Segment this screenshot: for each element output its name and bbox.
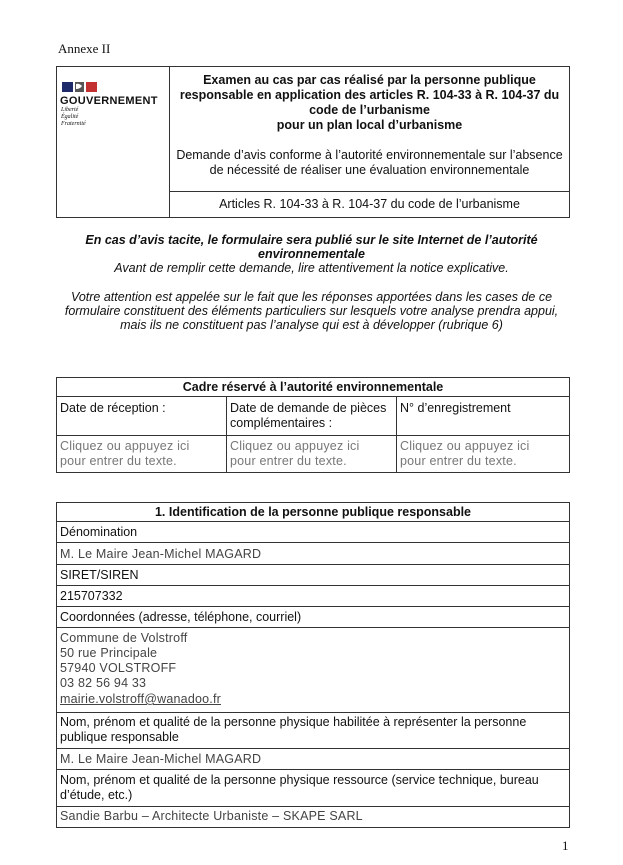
gov-motto-3: Fraternité (61, 121, 86, 127)
s1-divider-4 (56, 585, 570, 586)
section1-title: 1. Identification de la personne publique responsable (154, 505, 472, 519)
cadre-row-divider-1 (56, 396, 570, 397)
siret-label: SIRET/SIREN (60, 568, 139, 582)
s1-divider-8 (56, 748, 570, 749)
s1-divider-5 (56, 606, 570, 607)
ressource-label-1: Nom, prénom et qualité de la personne physique ressource (service technique, bureau (60, 773, 539, 787)
coordonnees-line-2[interactable]: 50 rue Principale (60, 646, 158, 660)
cadre-col1-label: Date de réception : (60, 401, 166, 415)
ressource-label-2: d’étude, etc.) (60, 788, 133, 802)
s1-divider-9 (56, 769, 570, 770)
s1-divider-7 (56, 712, 570, 713)
cadre-col2-placeholder-2[interactable]: pour entrer du texte. (230, 454, 347, 468)
coordonnees-label: Coordonnées (adresse, téléphone, courriel) (60, 610, 302, 624)
gov-motto-1: Liberté (61, 107, 79, 113)
coordonnees-email-link[interactable]: mairie.volstroff@wanadoo.fr (60, 692, 221, 706)
cadre-row-divider-2 (56, 435, 570, 436)
s1-divider-6 (56, 627, 570, 628)
header-title-line-1: Examen au cas par cas réalisé par la personne publique (203, 73, 536, 87)
cadre-col1-placeholder-1[interactable]: Cliquez ou appuyez ici (60, 439, 190, 453)
ressource-field[interactable]: Sandie Barbu – Architecte Urbaniste – SKAPE SARL (60, 809, 363, 823)
cadre-col1-placeholder-2[interactable]: pour entrer du texte. (60, 454, 177, 468)
cadre-title: Cadre réservé à l’autorité environnementale (182, 380, 444, 394)
habilitee-field[interactable]: M. Le Maire Jean-Michel MAGARD (60, 752, 262, 766)
page-number: 1 (562, 838, 569, 853)
siret-field[interactable]: 215707332 (60, 589, 123, 603)
header-title-line-2: responsable en application des articles R. 104-33 à R. 104-37 du (179, 88, 560, 102)
coordonnees-line-3[interactable]: 57940 VOLSTROFF (60, 661, 177, 675)
marianne-logo-icon (62, 80, 98, 92)
coordonnees-line-4[interactable]: 03 82 56 94 33 (60, 676, 147, 690)
header-subtitle-line-1: Demande d’avis conforme à l’autorité environnementale sur l’absence (176, 148, 563, 162)
notice-para-line-3: mais ils ne constituent pas l’analyse qui est à développer (rubrique 6) (120, 318, 503, 332)
annex-label: Annexe II (58, 41, 111, 56)
cadre-col3-placeholder-1[interactable]: Cliquez ou appuyez ici (400, 439, 530, 453)
cadre-col2-label-2: complémentaires : (230, 416, 333, 430)
habilitee-label-2: publique responsable (60, 730, 179, 744)
cadre-col3-placeholder-2[interactable]: pour entrer du texte. (400, 454, 517, 468)
cadre-col3-label: N° d’enregistrement (400, 401, 511, 415)
header-articles-divider (169, 191, 570, 192)
cadre-col2-label-1: Date de demande de pièces (230, 401, 387, 415)
s1-divider-2 (56, 542, 570, 543)
cadre-col-divider-2 (396, 396, 397, 473)
notice-bold-line-1: En cas d’avis tacite, le formulaire sera publié sur le site Internet de l’autorité (85, 233, 538, 247)
header-title-line-3: code de l’urbanisme (309, 103, 430, 117)
gov-motto-2: Égalité (61, 114, 79, 120)
habilitee-label-1: Nom, prénom et qualité de la personne physique habilitée à représenter la personne (60, 715, 527, 729)
header-title-line-4: pour un plan local d’urbanisme (276, 118, 463, 132)
s1-divider-10 (56, 806, 570, 807)
notice-line-2: Avant de remplir cette demande, lire attentivement la notice explicative. (114, 261, 509, 275)
cadre-col-divider-1 (226, 396, 227, 473)
notice-para-line-2: formulaire constituent des éléments particuliers sur lesquels votre analyse prendra appui, (64, 304, 559, 318)
header-subtitle-line-2: de nécessité de réaliser une évaluation environnementale (209, 163, 530, 177)
s1-divider-3 (56, 564, 570, 565)
denomination-label: Dénomination (60, 525, 138, 539)
s1-divider-1 (56, 521, 570, 522)
notice-bold-line-2: environnementale (258, 247, 365, 261)
header-articles: Articles R. 104-33 à R. 104-37 du code de l’urbanisme (219, 197, 520, 211)
coordonnees-line-1[interactable]: Commune de Volstroff (60, 631, 188, 645)
cadre-col2-placeholder-1[interactable]: Cliquez ou appuyez ici (230, 439, 360, 453)
notice-para-line-1: Votre attention est appelée sur le fait que les réponses apportées dans les cases de ce (70, 290, 553, 304)
denomination-field[interactable]: M. Le Maire Jean-Michel MAGARD (60, 547, 262, 561)
gov-name: GOUVERNEMENT (60, 95, 158, 107)
